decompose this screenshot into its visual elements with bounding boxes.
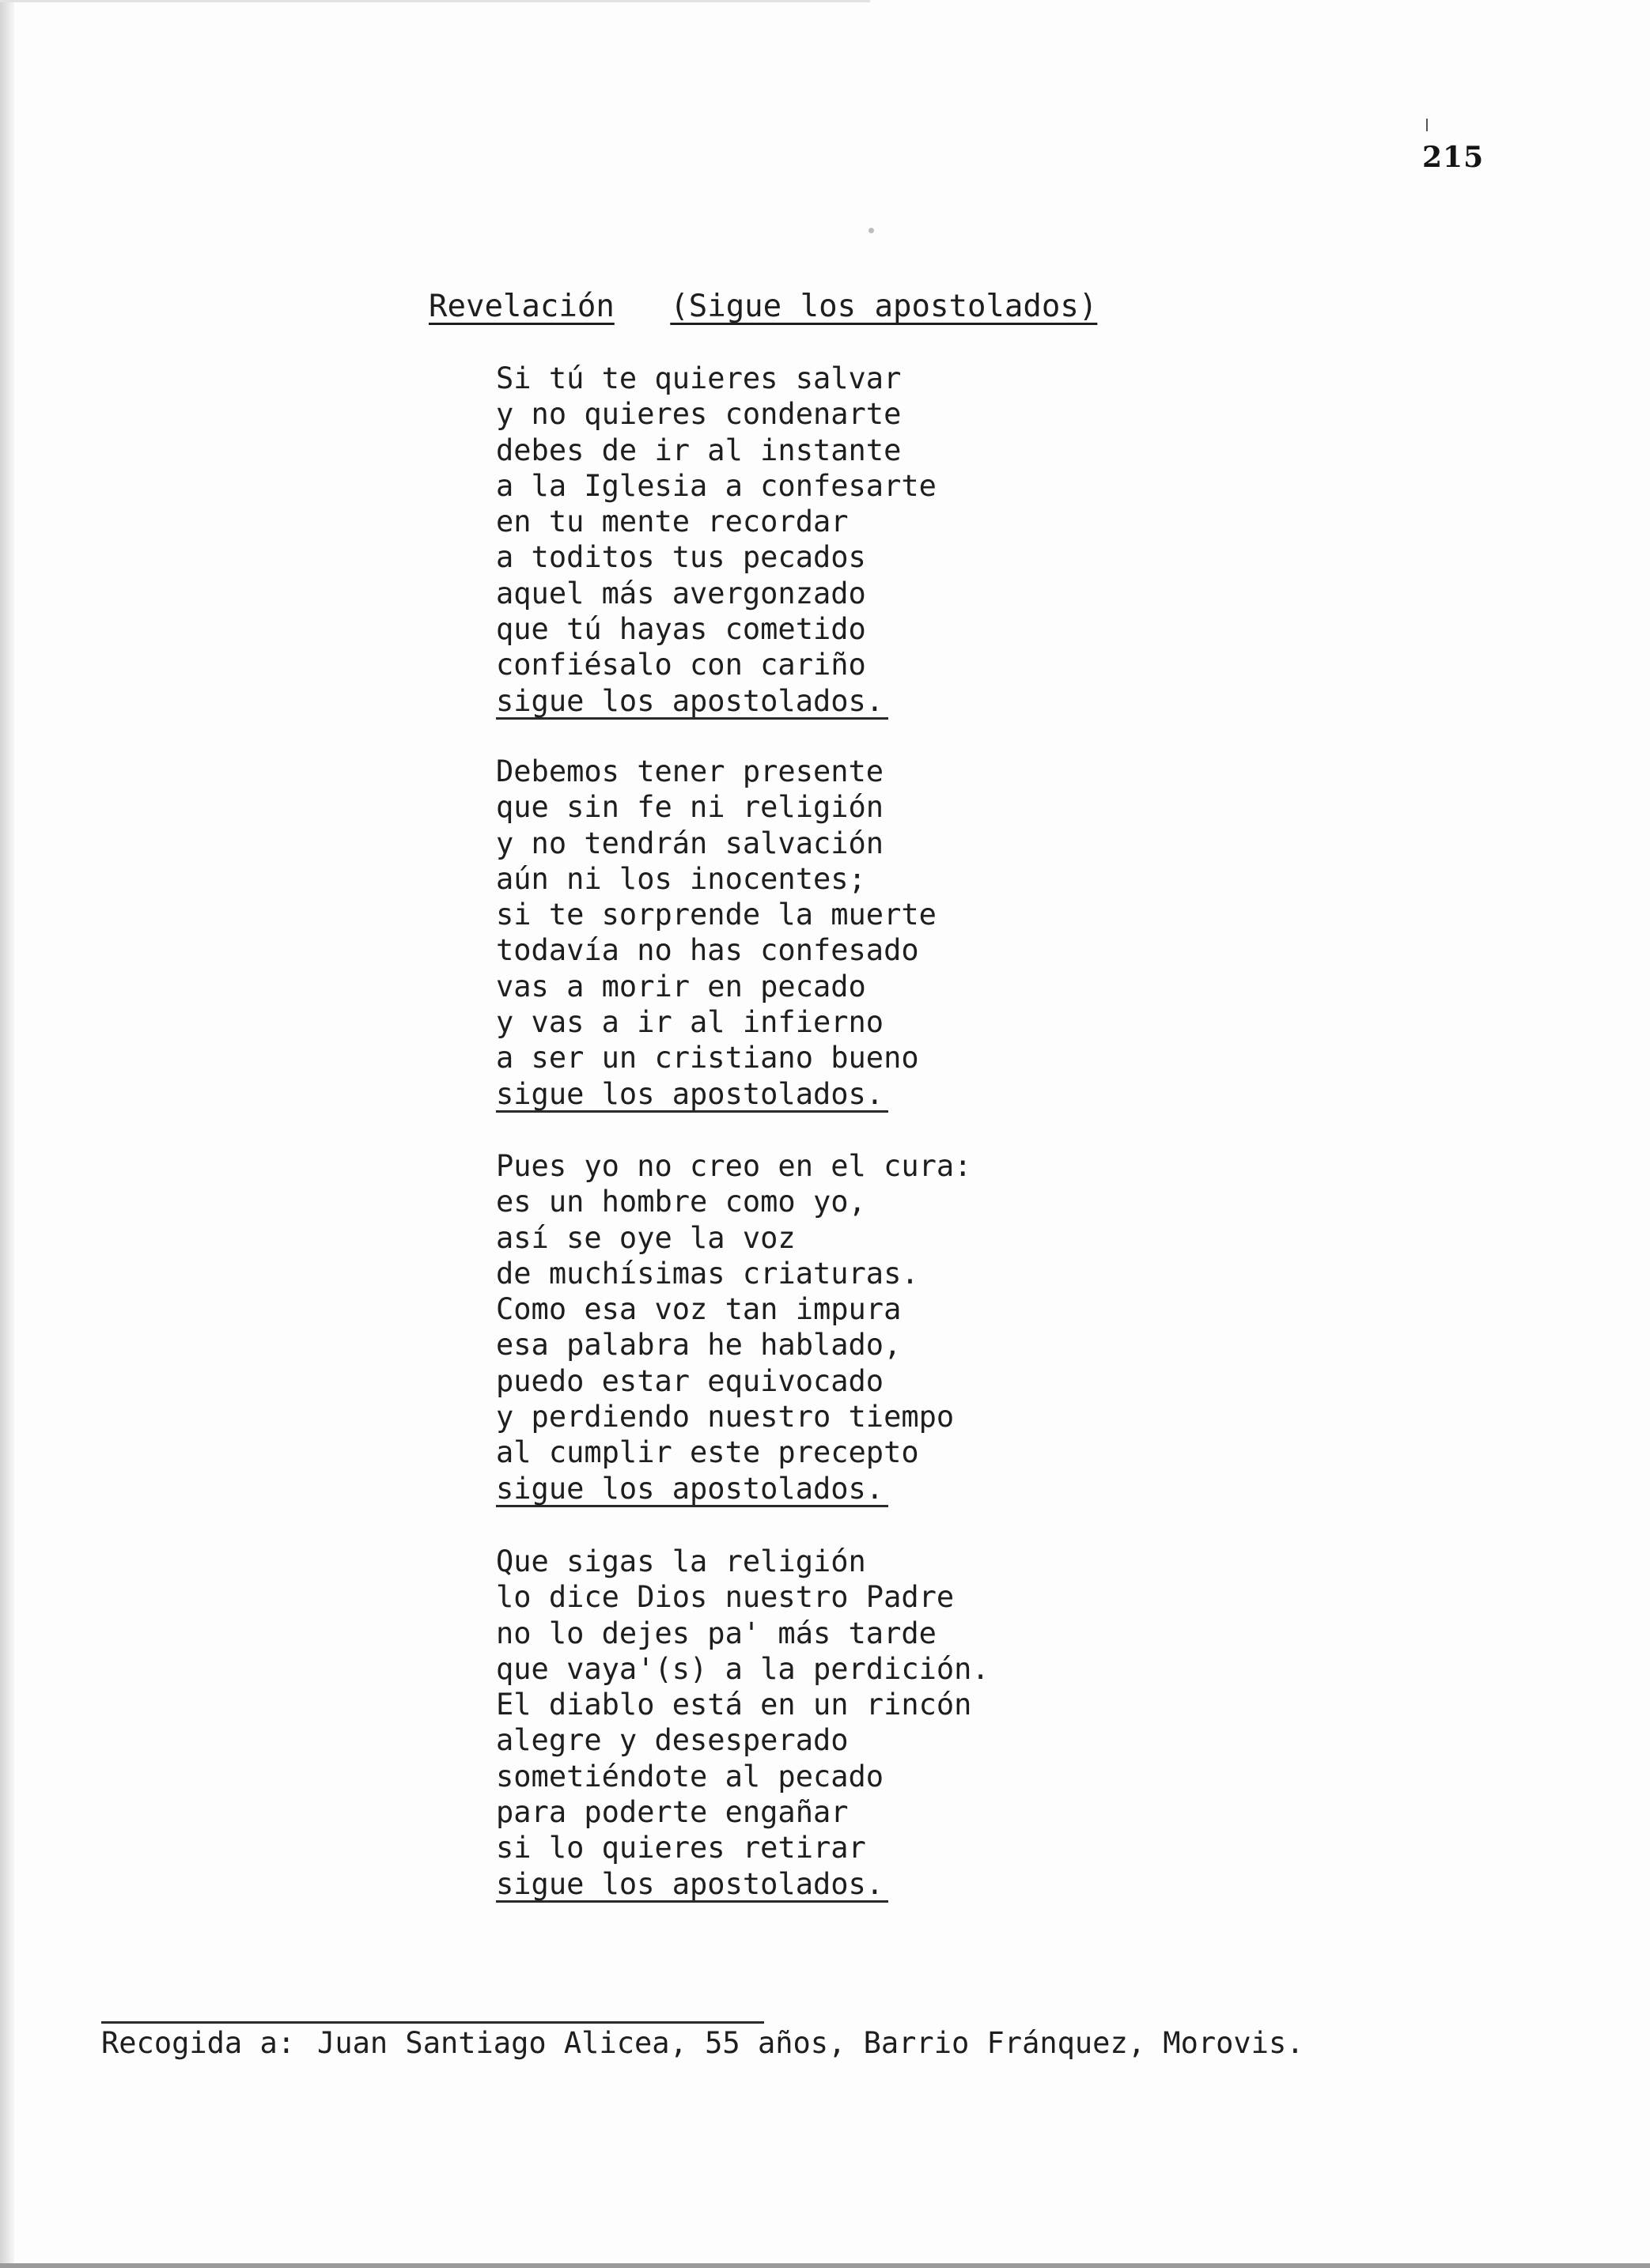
- verse-line: El diablo está en un rincón: [496, 1688, 972, 1722]
- poem-title: [429, 289, 1097, 324]
- stanza-2: [496, 754, 1065, 1113]
- verse-line: Como esa voz tan impura: [496, 1292, 902, 1327]
- verse-line: confiésalo con cariño: [496, 648, 866, 682]
- collection-label: Recogida a:: [101, 2026, 296, 2060]
- verse-line: a la Iglesia a confesarte: [496, 468, 937, 503]
- page-number: 215: [1422, 141, 1485, 174]
- collection-source: Juan Santiago Alicea, 55 años, Barrio Fránquez, Morovis.: [317, 2026, 1304, 2060]
- verse-line: para poderte engañar: [496, 1795, 849, 1830]
- verse-line: de muchísimas criaturas.: [496, 1256, 919, 1291]
- verse-line: que vaya'(s) a la perdición.: [496, 1651, 990, 1686]
- verse-line: en tu mente recordar: [496, 505, 849, 539]
- verse-line: así se oye la voz: [496, 1220, 796, 1255]
- verse-line: y no quieres condenarte: [496, 397, 902, 432]
- verse-line: y vas a ir al infierno: [496, 1005, 884, 1040]
- stanza-4: [496, 1544, 1065, 1903]
- verse-line: Si tú te quieres salvar: [496, 361, 902, 395]
- stanza-3: [496, 1148, 1065, 1507]
- scan-top-edge: [0, 0, 870, 2]
- verse-line: aquel más avergonzado: [496, 576, 866, 610]
- refrain-line: sigue los apostolados.: [496, 1076, 888, 1113]
- verse-line: que sin fe ni religión: [496, 790, 884, 825]
- collection-note: [101, 2026, 1304, 2060]
- verse-line: al cumplir este precepto: [496, 1435, 919, 1470]
- verse-line: es un hombre como yo,: [496, 1185, 866, 1219]
- verse-line: alegre y desesperado: [496, 1723, 849, 1758]
- scan-left-edge: [0, 0, 14, 2268]
- scan-dot-mark: [869, 228, 874, 233]
- verse-line: Que sigas la religión: [496, 1544, 866, 1578]
- refrain-line: sigue los apostolados.: [496, 683, 888, 720]
- verse-line: vas a morir en pecado: [496, 969, 866, 1004]
- poem-subtitle: (Sigue los apostolados): [670, 289, 1098, 324]
- verse-line: que tú hayas cometido: [496, 612, 866, 647]
- stanza-1: [496, 361, 1065, 720]
- footer-divider: [101, 2021, 764, 2024]
- verse-line: sometiéndote al pecado: [496, 1759, 884, 1794]
- verse-line: si te sorprende la muerte: [496, 898, 937, 932]
- verse-line: debes de ir al instante: [496, 433, 902, 467]
- poem-title-main: Revelación: [429, 289, 615, 324]
- verse-line: puedo estar equivocado: [496, 1363, 884, 1398]
- verse-line: no lo dejes pa' más tarde: [496, 1616, 937, 1650]
- verse-line: Pues yo no creo en el cura:: [496, 1149, 972, 1183]
- verse-line: a ser un cristiano bueno: [496, 1041, 919, 1075]
- scan-bottom-edge: [0, 2263, 1650, 2268]
- verse-line: todavía no has confesado: [496, 933, 919, 968]
- verse-line: aún ni los inocentes;: [496, 861, 866, 896]
- verse-line: a toditos tus pecados: [496, 540, 866, 575]
- verse-line: lo dice Dios nuestro Padre: [496, 1580, 955, 1615]
- verse-line: y perdiendo nuestro tiempo: [496, 1400, 955, 1435]
- refrain-line: sigue los apostolados.: [496, 1471, 888, 1507]
- verse-line: y no tendrán salvación: [496, 826, 884, 860]
- verse-line: Debemos tener presente: [496, 754, 884, 788]
- refrain-line: sigue los apostolados.: [496, 1866, 888, 1903]
- pencil-tick-mark: [1426, 119, 1428, 131]
- verse-line: esa palabra he hablado,: [496, 1328, 902, 1363]
- verse-line: si lo quieres retirar: [496, 1831, 866, 1865]
